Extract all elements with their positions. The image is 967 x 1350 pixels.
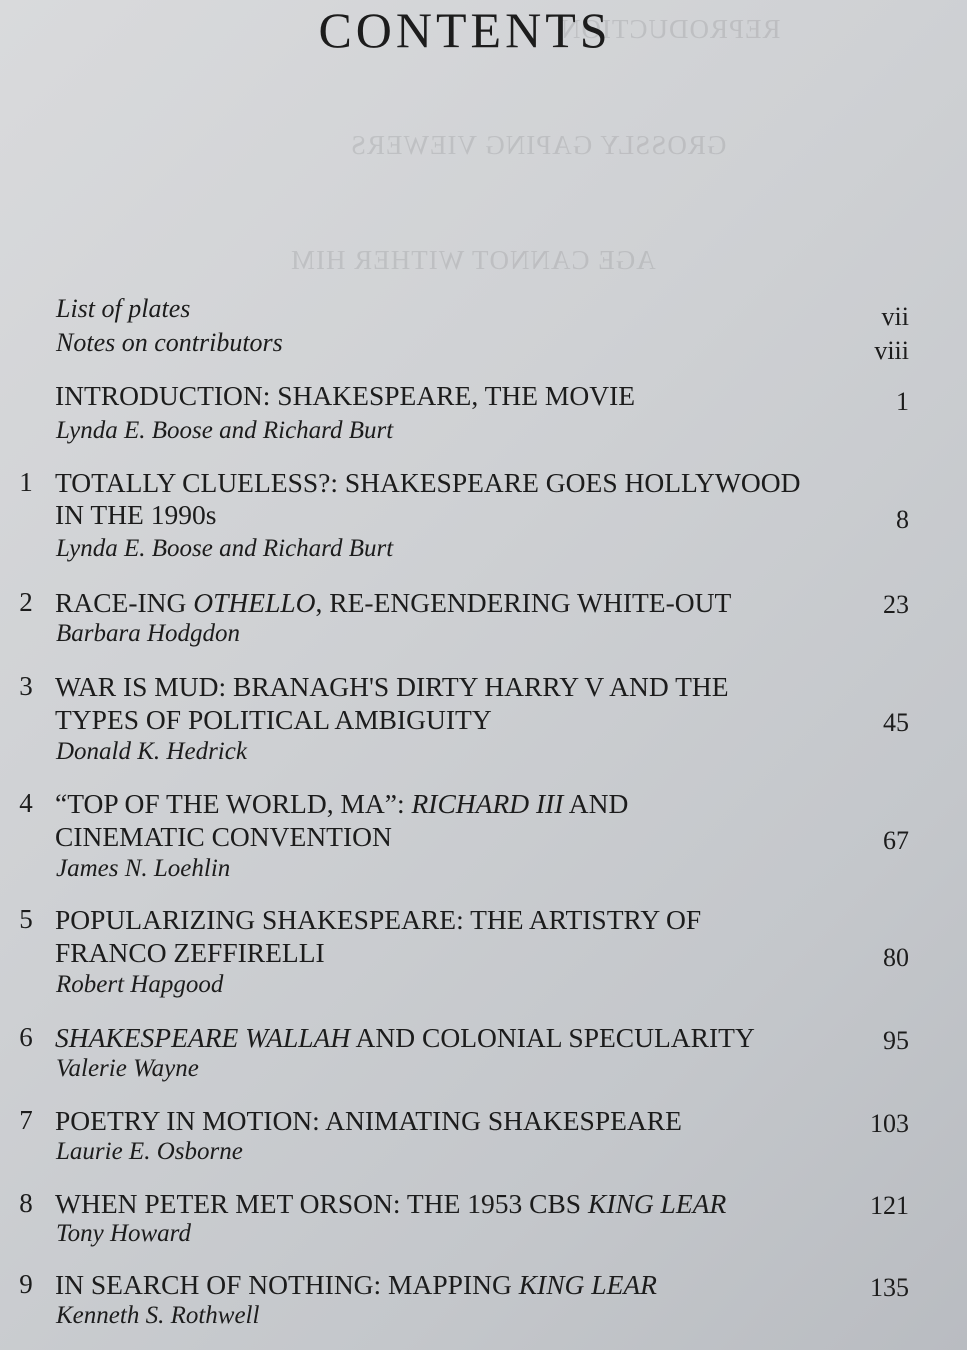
chapter-number: 2 (19, 587, 33, 617)
chapter-title-italic: KING LEAR (587, 1188, 727, 1219)
chapter-page: 8 (896, 505, 909, 534)
chapter-page: 103 (870, 1109, 909, 1138)
chapter-number: 6 (19, 1022, 33, 1052)
front-matter-label: Notes on contributors (56, 328, 283, 357)
chapter-number: 5 (19, 904, 33, 934)
chapter-number: 7 (19, 1105, 33, 1135)
page-title: CONTENTS (318, 2, 612, 58)
chapter-title-line: WAR IS MUD: BRANAGH'S DIRTY HARRY V AND THE (55, 671, 729, 702)
chapter-number: 8 (19, 1188, 33, 1218)
chapter-title-text: WHEN PETER MET ORSON: THE 1953 CBS (55, 1188, 588, 1219)
chapter-page: 80 (883, 943, 909, 972)
chapter-title-line: CINEMATIC CONVENTION (55, 821, 392, 852)
chapter-author: Valerie Wayne (56, 1055, 199, 1082)
show-through-ghost-text: AGE CANNOT WITHER HIM (290, 245, 656, 275)
chapter-title-text: , RE-ENGENDERING WHITE-OUT (315, 587, 732, 618)
chapter-title-text: AND (563, 788, 629, 819)
introduction-page: 1 (896, 387, 909, 416)
chapter-author: Barbara Hodgdon (56, 620, 241, 647)
chapter-page: 23 (883, 590, 909, 619)
chapter-title-line: FRANCO ZEFFIRELLI (55, 937, 325, 968)
chapter-title-text: RACE-ING (55, 587, 194, 618)
chapter-author: Robert Hapgood (56, 971, 224, 998)
chapter-title-italic: RICHARD III (411, 788, 564, 819)
chapter-title-text: “TOP OF THE WORLD, MA”: (55, 788, 412, 819)
front-matter-page: vii (881, 302, 909, 331)
chapter-author: Kenneth S. Rothwell (56, 1302, 260, 1329)
show-through-ghost-text: REPRODUCTION (560, 14, 781, 44)
chapter-title-line (55, 586, 731, 619)
chapter-page: 45 (883, 708, 909, 737)
chapter-page: 95 (883, 1026, 909, 1055)
chapter-title-line: POPULARIZING SHAKESPEARE: THE ARTISTRY OF (55, 904, 702, 935)
chapter-title-line (55, 787, 628, 820)
chapter-title-line: POETRY IN MOTION: ANIMATING SHAKESPEARE (55, 1105, 682, 1136)
chapter-title-line (55, 1021, 755, 1054)
front-matter-label: List of plates (56, 294, 191, 323)
chapter-title-text: IN SEARCH OF NOTHING: MAPPING (55, 1269, 519, 1300)
chapter-title-line (55, 1268, 657, 1301)
front-matter-page: viii (874, 336, 909, 365)
chapter-author: Laurie E. Osborne (56, 1138, 243, 1165)
chapter-title-line: TOTALLY CLUELESS?: SHAKESPEARE GOES HOLLYWOOD (55, 467, 801, 498)
chapter-number: 9 (19, 1269, 33, 1299)
chapter-title-italic: SHAKESPEARE WALLAH (55, 1022, 351, 1053)
chapter-number: 4 (19, 788, 33, 818)
chapter-page: 135 (870, 1273, 909, 1302)
introduction-title: INTRODUCTION: SHAKESPEARE, THE MOVIE (55, 380, 636, 411)
chapter-author: Tony Howard (56, 1220, 191, 1247)
chapter-author: Donald K. Hedrick (56, 738, 247, 765)
chapter-title-italic: OTHELLO (193, 587, 316, 618)
chapter-title-line: IN THE 1990s (55, 499, 217, 530)
chapter-title-text: AND COLONIAL SPECULARITY (350, 1022, 755, 1053)
chapter-page: 121 (870, 1191, 909, 1220)
chapter-number: 1 (19, 467, 33, 497)
chapter-page: 67 (883, 826, 909, 855)
show-through-ghost-text: GROSSLY GAPING VIEWERS (350, 130, 727, 160)
chapter-number: 3 (19, 671, 33, 701)
chapter-title-line (55, 1187, 726, 1220)
introduction-author: Lynda E. Boose and Richard Burt (56, 417, 394, 444)
chapter-title-italic: KING LEAR (518, 1269, 657, 1300)
chapter-author: James N. Loehlin (56, 855, 231, 882)
chapter-title-line: TYPES OF POLITICAL AMBIGUITY (55, 704, 492, 735)
chapter-author: Lynda E. Boose and Richard Burt (56, 535, 394, 562)
